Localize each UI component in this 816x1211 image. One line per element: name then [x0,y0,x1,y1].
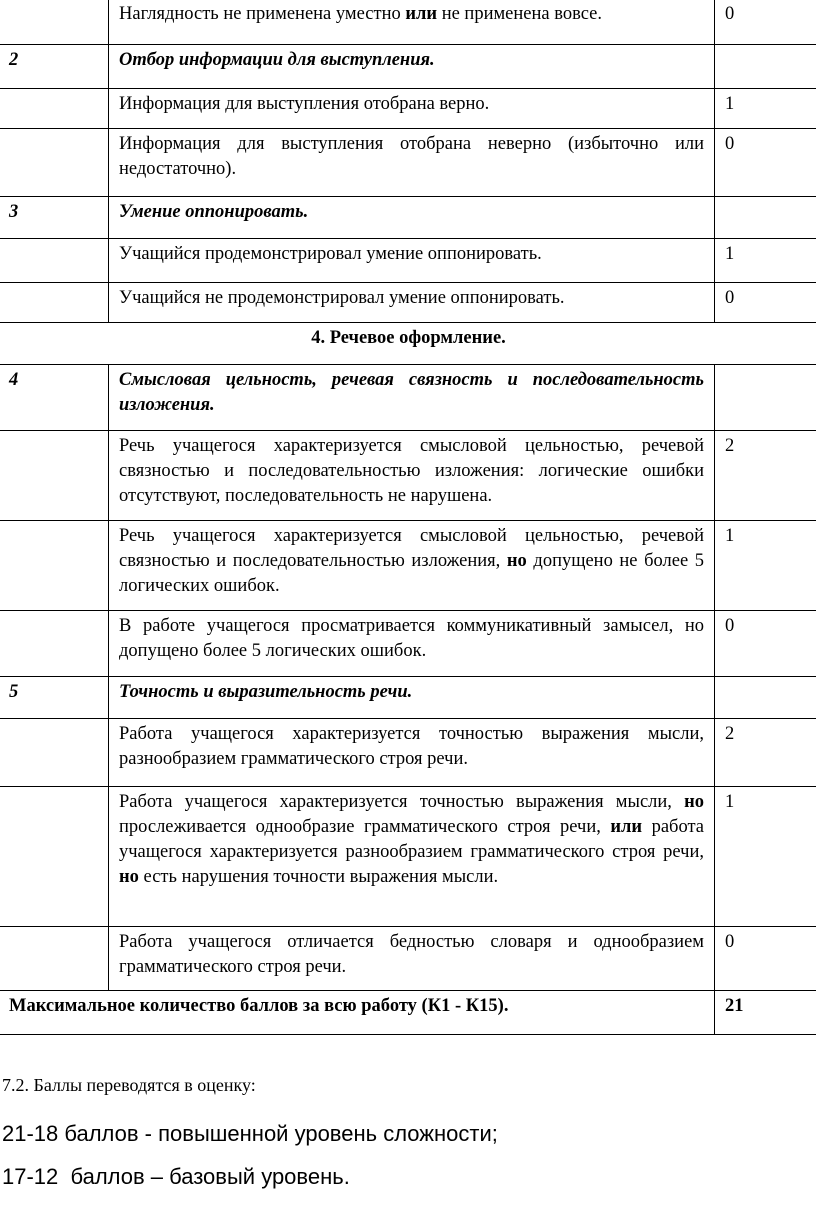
score-cell: 0 [715,927,816,991]
score-cell: 2 [715,431,816,521]
criterion-number: 4 [0,365,109,431]
score-cell [715,677,816,719]
descriptor-cell: Речь учащегося характеризуется смысловой цельностью, речевой связностью и последовательностью изложения: логические ошибки отсутствуют, последовательность не нарушена. [109,431,715,521]
grade-line-advanced: 21-18 баллов - повышенной уровень сложности; [2,1121,498,1146]
table-row [0,677,816,719]
descriptor-cell: Работа учащегося характеризуется точностью выражения мысли, но прослеживается однообразие грамматического строя речи, или работа учащегося характеризуется разнообразием грамматического строя речи, но есть нарушения точности выражения мысли. [109,787,715,927]
criterion-number-cell [0,431,109,521]
table-row [0,365,816,431]
score-cell: 1 [715,89,816,129]
table-row [0,45,816,89]
criterion-number-cell [0,719,109,787]
descriptor-cell: Учащийся не продемонстрировал умение оппонировать. [109,283,715,323]
grade-line-basic: 17-12 баллов – базовый уровень. [2,1164,350,1189]
criterion-number: 2 [0,45,109,89]
criterion-number: 3 [0,197,109,239]
table-row [0,991,816,1035]
descriptor-cell: Речь учащегося характеризуется смысловой цельностью, речевой связностью и последовательностью изложения, но допущено не более 5 логических ошибок. [109,521,715,611]
score-cell: 1 [715,521,816,611]
criterion-number-cell [0,521,109,611]
section-heading: 4. Речевое оформление. [0,323,816,365]
score-cell: 0 [715,283,816,323]
table-row [0,927,816,991]
criterion-number-cell [0,89,109,129]
criterion-number-cell [0,283,109,323]
table-row [0,129,816,197]
table-row [0,89,816,129]
descriptor-cell: Информация для выступления отобрана неверно (избыточно или недостаточно). [109,129,715,197]
descriptor-cell: Работа учащегося отличается бедностью словаря и однообразием грамматического строя речи. [109,927,715,991]
score-cell: 0 [715,611,816,677]
score-cell: 1 [715,239,816,283]
descriptor-cell: Работа учащегося характеризуется точностью выражения мысли, разнообразием грамматического строя речи. [109,719,715,787]
criterion-title: Умение оппонировать. [109,197,715,239]
criterion-title: Отбор информации для выступления. [109,45,715,89]
criterion-number-cell [0,927,109,991]
criterion-title: Точность и выразительность речи. [109,677,715,719]
score-cell [715,197,816,239]
score-cell: 1 [715,787,816,927]
descriptor-cell: В работе учащегося просматривается коммуникативный замысел, но допущено более 5 логических ошибок. [109,611,715,677]
table-row [0,719,816,787]
table-row [0,787,816,927]
score-cell [715,365,816,431]
total-label: Максимальное количество баллов за всю работу (К1 - К15). [9,996,509,1016]
table-row [0,283,816,323]
table-row [0,239,816,283]
descriptor-cell: Наглядность не применена уместно или не применена вовсе. [109,0,715,45]
criterion-number-cell [0,129,109,197]
score-cell: 2 [715,719,816,787]
table-row [0,323,816,365]
criterion-number-cell [0,0,109,45]
score-cell: 0 [715,129,816,197]
table-row [0,431,816,521]
total-label-cell [0,991,715,1035]
criterion-number: 5 [0,677,109,719]
table-row [0,521,816,611]
criterion-number-cell [0,787,109,927]
total-score: 21 [715,991,816,1035]
table-row [0,0,816,45]
criterion-title: Смысловая цельность, речевая связность и последовательность изложения. [109,365,715,431]
criterion-number-cell [0,239,109,283]
score-cell: 0 [715,0,816,45]
score-cell [715,45,816,89]
table-row [0,197,816,239]
descriptor-cell: Информация для выступления отобрана верно. [109,89,715,129]
grading-note: 7.2. Баллы переводятся в оценку: [2,1075,256,1095]
criterion-number-cell [0,611,109,677]
descriptor-cell: Учащийся продемонстрировал умение оппонировать. [109,239,715,283]
table-row [0,611,816,677]
